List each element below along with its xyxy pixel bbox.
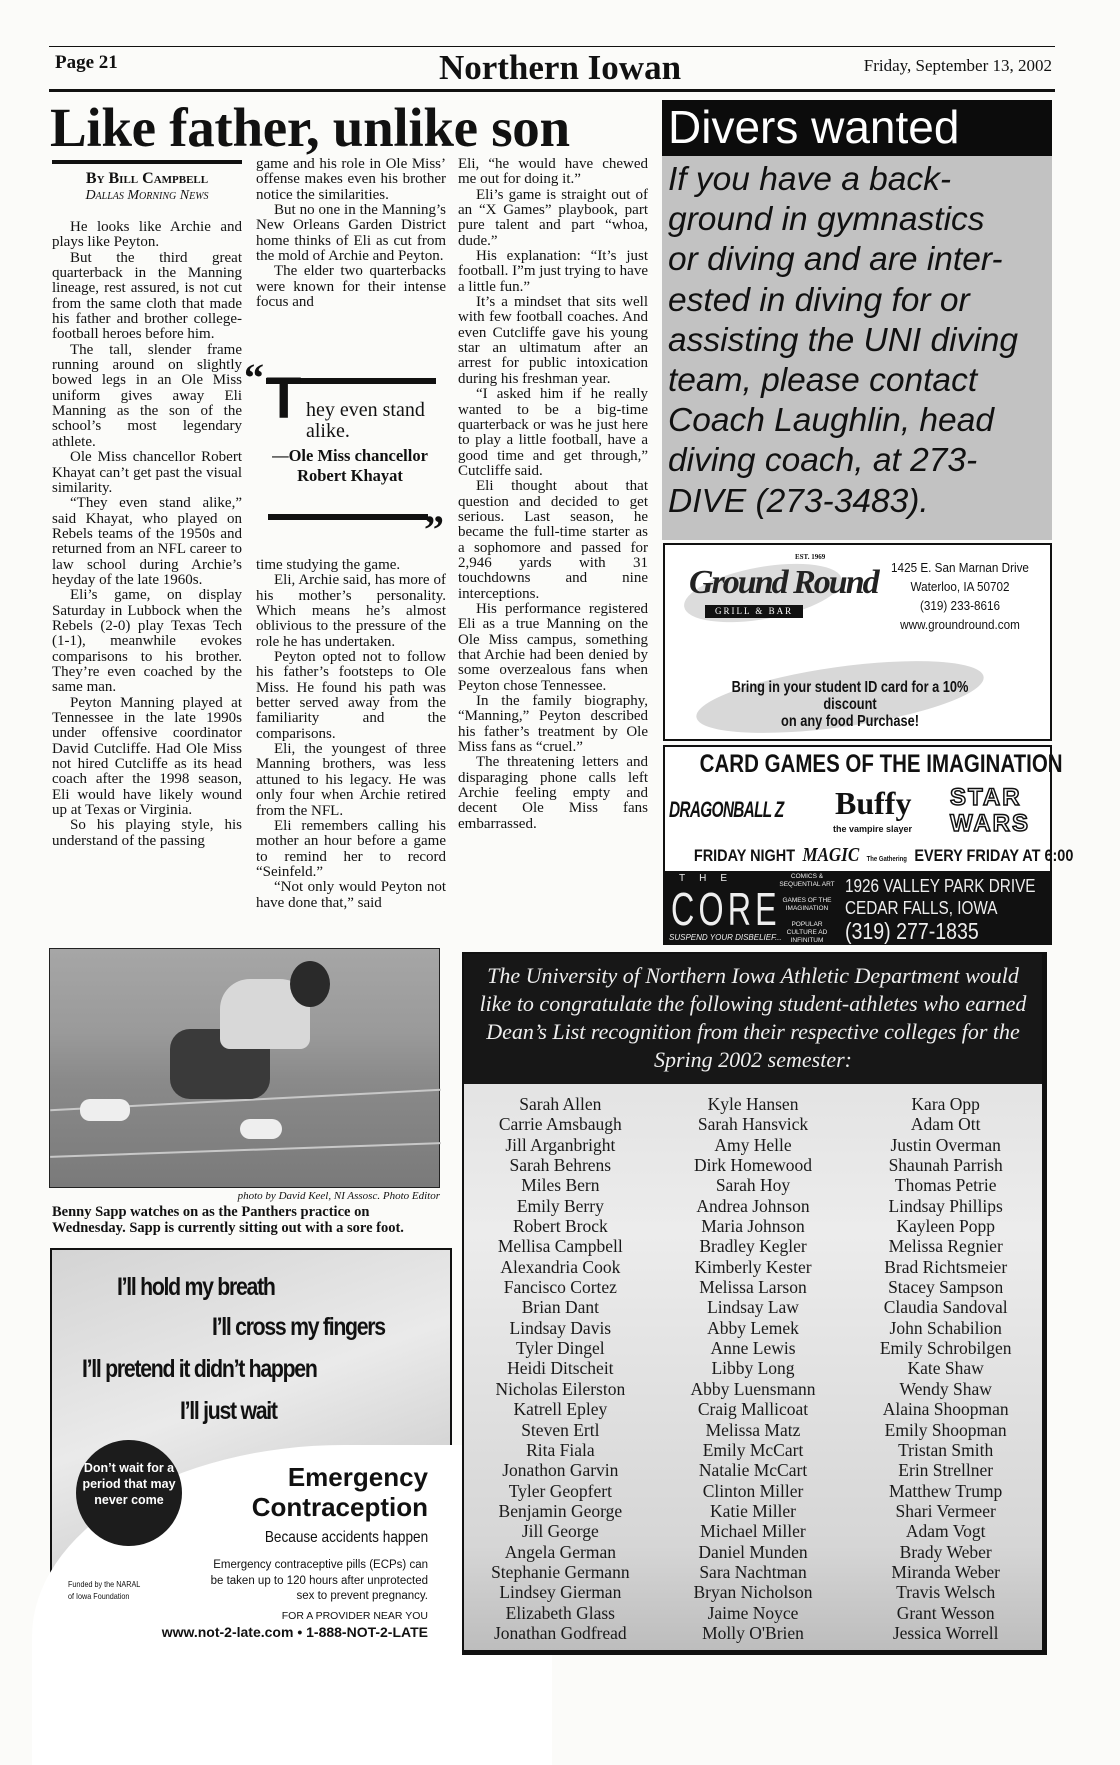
article-paragraph: The threatening letters and disparaging phone calls left Archie feeling empty and decent Ole Miss fans embarrassed. [458, 754, 648, 832]
ad-line-2: I’ll cross my fingers [212, 1313, 385, 1341]
student-name: Erin Strellner [898, 1460, 994, 1481]
service-item: COMICS & SEQUENTIAL ART [779, 873, 835, 888]
est-label: EST. 1969 [795, 553, 826, 561]
core-services [777, 873, 837, 953]
divers-ad-line: ested in diving for or [668, 281, 970, 319]
student-name: Sarah Behrens [509, 1155, 612, 1176]
student-name: Lindsay Davis [509, 1317, 612, 1338]
deans-list-column [849, 1094, 1042, 1643]
student-name: Miranda Weber [891, 1561, 1000, 1582]
player-shoe [80, 1099, 130, 1121]
article-paragraph: game and his role in Ole Miss’ offense makes even his brother notice the similarities. [256, 156, 446, 203]
drop-cap: T [266, 366, 302, 431]
student-name: Tyler Dingel [515, 1338, 605, 1359]
student-name: Amy Helle [714, 1134, 792, 1155]
field-line [50, 1142, 441, 1158]
article-paragraph: Eli, Archie said, has more of his mother’s personality. Which means he’s almost oblivious to the pressure of the role he has undertaken. [256, 572, 446, 650]
photo-credit: photo by David Keel, NI Assosc. Photo Editor [237, 1190, 440, 1202]
student-name: Stacey Sampson [888, 1277, 1004, 1298]
byline [52, 160, 242, 204]
student-name: Melissa Matz [705, 1419, 801, 1440]
student-name: Mellisa Campbell [497, 1236, 623, 1257]
student-name: Kara Opp [911, 1094, 980, 1114]
student-name: Sara Nachtman [699, 1561, 807, 1582]
deans-list-column [464, 1094, 657, 1643]
masthead-rule [49, 89, 1055, 92]
student-name: Andrea Johnson [696, 1195, 810, 1216]
ground-round-contact [884, 559, 1037, 635]
student-name: Dirk Homewood [693, 1155, 813, 1176]
student-name: Alaina Shoopman [882, 1399, 1009, 1420]
student-name: Tristan Smith [898, 1439, 994, 1460]
article-paragraph: The tall, slender frame running around on slightly bowed legs in an Ole Miss uniform gives away Eli Manning as the son of the school’s most legendary athlete. [52, 341, 242, 450]
student-name: Melissa Regnier [888, 1236, 1003, 1257]
student-name: Sarah Allen [519, 1094, 602, 1114]
student-name: Jonathon Garvin [502, 1460, 619, 1481]
student-name: Bryan Nicholson [693, 1582, 813, 1603]
student-name: Abby Luensmann [690, 1378, 816, 1399]
student-name: Clinton Miller [702, 1480, 804, 1501]
friday-night-magic [693, 843, 1074, 872]
divers-ad-line: or diving and are inter- [668, 241, 1003, 279]
student-name: Brady Weber [899, 1541, 992, 1562]
student-name: Jaime Noyce [707, 1602, 799, 1623]
buffy-subtitle: the vampire slayer [833, 824, 913, 834]
phone: (319) 233-8616 [919, 598, 1001, 613]
the-core-banner [665, 871, 1050, 945]
student-name: Katrell Epley [513, 1399, 608, 1420]
grill-bar-label: GRILL & BAR [705, 605, 803, 618]
student-name: Michael Miller [700, 1521, 806, 1542]
article-paragraph: Ole Miss chancellor Robert Khayat can’t get past the visual similarity. [52, 449, 242, 496]
student-name: Emily McCart [702, 1439, 804, 1460]
divers-ad-line: team, please contact [668, 362, 978, 400]
core-street: 1926 VALLEY PARK DRIVE [845, 876, 1036, 896]
article-headline: Like father, unlike son [50, 97, 570, 158]
ec-title-2: Contraception [251, 1492, 428, 1522]
student-name: Kate Shaw [907, 1358, 984, 1379]
dont-wait-badge: Don’t wait for a period that may never come [76, 1440, 182, 1546]
ec-subtitle: Because accidents happen [264, 1529, 428, 1546]
open-quote-mark: “ [244, 355, 264, 400]
issue-date: Friday, September 13, 2002 [863, 56, 1052, 75]
student-name: Kayleen Popp [896, 1216, 996, 1237]
top-rule [49, 46, 1055, 47]
article-paragraph: His performance registered Eli as a true Manning on the Ole Miss campus, something that Archie had been denied by some overzealous fans when Peyton chose Tennessee. [458, 600, 648, 694]
student-name: Natalie McCart [698, 1460, 808, 1481]
pull-quote [244, 355, 446, 552]
player-head [290, 961, 330, 1007]
article-column-2-bottom [256, 558, 446, 911]
student-name: Tyler Geopfert [508, 1480, 612, 1501]
student-name: Claudia Sandoval [883, 1297, 1008, 1318]
student-name: Adam Ott [910, 1114, 981, 1135]
website: www.groundround.com [900, 617, 1020, 632]
student-name: Stephanie Germann [491, 1561, 630, 1582]
ad-line-4: I’ll just wait [180, 1397, 277, 1425]
student-name: John Schabilion [889, 1317, 1002, 1338]
divers-ad-title: Divers wanted [662, 100, 1052, 156]
article-paragraph: Peyton opted not to follow his father’s footsteps to Ole Miss. He found his path was better served away from the familiarity and the comparisons. [256, 649, 446, 742]
student-name: Emily Shoopman [884, 1419, 1007, 1440]
student-name: Lindsay Law [707, 1297, 799, 1318]
student-name: Carrie Amsbaugh [498, 1114, 622, 1135]
article-paragraph: He looks like Archie and plays like Peyton. [52, 219, 242, 251]
student-name: Matthew Trump [889, 1480, 1003, 1501]
student-name: Jonathan Godfread [494, 1622, 627, 1643]
article-paragraph: “They even stand alike,” said Khayat, who played on Rebels teams of the 1950s and returned from an NFL career to law school during Archie’s heyday of the late 1960s. [52, 495, 242, 588]
student-name: Kyle Hansen [707, 1094, 799, 1114]
ec-title-1: Emergency [287, 1462, 428, 1492]
emergency-contraception-ad [50, 1248, 452, 1645]
author: By Bill Campbell [85, 170, 209, 187]
deans-list-intro: The University of Northern Iowa Athletic Department would like to congratulate the following student-athletes who earned Dean’s List recognition from their respective colleges for the Spring 2002 semester: [464, 954, 1042, 1084]
student-name: Benjamin George [498, 1500, 623, 1521]
student-name: Sarah Hoy [715, 1175, 791, 1196]
the-core-ad [663, 745, 1074, 945]
address-line-1: 1425 E. San Marnan Drive [891, 560, 1029, 575]
student-name: Katie Miller [710, 1500, 797, 1521]
student-name: Miles Bern [521, 1175, 600, 1196]
student-name: Brian Dant [521, 1297, 599, 1318]
student-name: Jill Arganbright [505, 1134, 616, 1155]
buffy-logo: Buffy [835, 785, 912, 821]
address-line-2: Waterloo, IA 50702 [910, 579, 1010, 594]
article-paragraph: The elder two quarterbacks were known for their intense focus and [256, 263, 446, 311]
article-paragraph: Eli remembers calling his mother an hour before a game to remind her to record “Seinfeld.” [256, 817, 446, 880]
card-games-title: CARD GAMES OF THE IMAGINATION [699, 750, 1063, 778]
outlet: Dallas Morning News [85, 188, 209, 203]
student-name: Maria Johnson [701, 1216, 805, 1237]
article-column-3 [458, 157, 648, 832]
article-paragraph: Eli’s game is straight out of an “X Games” playbook, part pure talent and part “whoa, dude.” [458, 186, 648, 249]
student-name: Jessica Worrell [892, 1622, 999, 1643]
football-practice-photo [49, 948, 440, 1188]
student-name: Steven Ertl [521, 1419, 600, 1440]
the-label: THE [679, 873, 741, 884]
student-name: Shari Vermeer [895, 1500, 996, 1521]
friday-night-label: FRIDAY NIGHT [693, 846, 796, 865]
article-paragraph: “I asked him if he really wanted to be a big-time quarterback or was he just here to play a little football, have a good time and get through,” Cutcliffe said. [458, 386, 648, 479]
student-name: Bradley Kegler [699, 1236, 807, 1257]
core-slogan: SUSPEND YOUR DISBELIEF... [669, 933, 782, 942]
student-name: Alexandria Cook [500, 1256, 621, 1277]
game-logos [665, 785, 1050, 839]
ec-body: Emergency contraceptive pills (ECPs) can be taken up to 120 hours after unprotected sex to prevent pregnancy. [210, 1559, 428, 1602]
student-name: Jill George [521, 1521, 599, 1542]
student-name: Abby Lemek [707, 1317, 799, 1338]
student-name: Heidi Ditscheit [507, 1358, 614, 1379]
article-paragraph: time studying the game. [256, 557, 401, 573]
divers-ad-line: ground in gymnastics [668, 201, 985, 239]
student-name: Nicholas Eilerston [495, 1378, 626, 1399]
student-name: Thomas Petrie [894, 1175, 997, 1196]
funded-by: Funded by the NARAL of Iowa Foundation [68, 1579, 141, 1601]
student-name: Elizabeth Glass [505, 1602, 615, 1623]
core-contact [845, 875, 1036, 943]
article-paragraph: But the third great quarterback in the Manning lineage, rest assured, is not cut from the same cloth that made his father and brother college-football heroes before him. [52, 249, 242, 343]
pull-quote-text: hey even stand alike. [306, 399, 425, 442]
student-name: Lindsay Phillips [888, 1195, 1003, 1216]
star-wars-logo-bottom: WARS [950, 810, 1030, 837]
divers-wanted-ad [662, 100, 1052, 540]
magic-subtitle: The Gathering [866, 856, 907, 863]
student-name: Melissa Larson [699, 1277, 807, 1298]
promo-line-1: Bring in your student ID card for a 10% discount [731, 679, 969, 713]
student-name: Lindsey Gierman [499, 1582, 622, 1603]
student-name: Angela German [504, 1541, 616, 1562]
student-name: Molly O'Brien [702, 1622, 804, 1643]
every-friday-label: EVERY FRIDAY AT 6:00 [914, 846, 1074, 865]
student-name: Anne Lewis [710, 1338, 796, 1359]
article-paragraph: It’s a mindset that sits well with few football coaches. And even Cutcliffe gave his young star an ultimatum after an arrest for public intoxication during his freshman year. [458, 294, 648, 387]
student-name: Emily Schrobilgen [879, 1338, 1012, 1359]
deans-list-column [657, 1094, 850, 1643]
provider-label: FOR A PROVIDER NEAR YOU [281, 1610, 428, 1622]
ad-line-1: I’ll hold my breath [117, 1273, 275, 1301]
student-name: Wendy Shaw [899, 1378, 992, 1399]
article-paragraph: Peyton Manning played at Tennessee in the late 1990s under offensive coordinator David Cutcliffe. Had Ole Miss not hired Cutcliffe as its head coach after the 1998 season, Eli would have likely wound up at Texas or Virginia. [52, 694, 242, 819]
article-paragraph: Eli, the youngest of three Manning brothers, was less attuned to his legacy. He was only four when Archie retired from the NFL. [256, 741, 446, 819]
ec-contact: www.not-2-late.com • 1-888-NOT-2-LATE [161, 1624, 428, 1640]
player-shoe [240, 1119, 282, 1139]
student-name: Justin Overman [890, 1134, 1001, 1155]
article-column-2-top [256, 157, 446, 310]
photo-caption: Benny Sapp watches on as the Panthers practice on Wednesday. Sapp is currently sitting out with a sore foot. [52, 1204, 404, 1236]
divers-ad-line: Coach Laughlin, head [668, 402, 994, 440]
student-name: Shaunah Parrish [888, 1155, 1003, 1176]
student-name: Fancisco Cortez [503, 1277, 617, 1298]
student-name: Kimberly Kester [694, 1256, 812, 1277]
core-logo: CORE [671, 883, 781, 935]
core-city: CEDAR FALLS, IOWA [845, 898, 998, 918]
pull-quote-attribution: —Ole Miss chancellor Robert Khayat [272, 446, 428, 485]
service-item: GAMES OF THE IMAGINATION [782, 897, 832, 912]
divers-ad-line: diving coach, at 273- [668, 442, 978, 480]
pull-quote-rule-bottom [268, 514, 428, 520]
divers-ad-line: If you have a back- [668, 161, 952, 198]
divers-ad-line: DIVE (273-3483). [668, 482, 929, 520]
newspaper-name: Northern Iowan [438, 48, 682, 87]
page-number: Page 21 [55, 52, 118, 73]
core-phone: (319) 277-1835 [845, 918, 979, 944]
dragonball-logo: DRAGONBALL Z [669, 797, 784, 822]
ad-line-3: I’ll pretend it didn’t happen [82, 1355, 317, 1383]
article-column-1 [52, 220, 242, 849]
student-name: Rita Fiala [526, 1439, 595, 1460]
deans-list-names [464, 1084, 1042, 1643]
student-name: Sarah Hansvick [697, 1114, 809, 1135]
divers-ad-line: assisting the UNI diving [668, 321, 1019, 359]
article-paragraph: So his playing style, his understand of the passing [52, 817, 242, 849]
article-paragraph: His explanation: “It’s just football. I”m just trying to have a little fun.” [458, 248, 648, 295]
student-name: Grant Wesson [896, 1602, 995, 1623]
promo-line-2: on any food Purchase! [781, 713, 919, 730]
student-name: Brad Richtsmeier [884, 1256, 1008, 1277]
close-quote-mark: ” [424, 507, 444, 552]
service-item: POPULAR CULTURE AD INFINITUM [786, 921, 828, 944]
student-name: Daniel Munden [698, 1541, 808, 1562]
student-name: Robert Brock [512, 1216, 608, 1237]
student-name: Libby Long [711, 1358, 795, 1379]
article-paragraph: Eli’s game, on display Saturday in Lubbock when the Rebels (2-0) play Texas Tech (1-1), meanwhile evokes comparisons to his brother. They’re even coached by the same man. [52, 587, 242, 696]
student-name: Emily Berry [516, 1195, 604, 1216]
discount-promo [718, 679, 982, 730]
student-name: Travis Welsch [896, 1582, 996, 1603]
student-name: Craig Mallicoat [697, 1399, 809, 1420]
article-paragraph: “Not only would Peyton not have done that,” said [256, 879, 446, 911]
student-name: Adam Vogt [905, 1521, 986, 1542]
star-wars-logo-top: STAR [950, 784, 1022, 811]
ground-round-logo: Ground Round [689, 564, 878, 601]
article-paragraph: In the family biography, “Manning,” Peyton described his father’s treatment by Ole Miss fans as “cruel.” [458, 693, 648, 756]
article-paragraph: Eli, “he would have chewed me out for doing it.” [458, 156, 648, 188]
magic-logo: MAGIC [802, 844, 860, 866]
deans-list-box [462, 952, 1047, 1655]
article-paragraph: But no one in the Manning’s New Orleans Garden District home thinks of Eli as cut from the mold of Archie and Peyton. [256, 202, 446, 265]
ground-round-ad [663, 543, 1052, 741]
divers-ad-body [662, 156, 1052, 526]
article-paragraph: Eli thought about that question and decided to get serious. Last season, he became the full-time starter as a sophomore and passed for 2,946 yards with 31 touchdowns and nine interceptions. [458, 478, 648, 602]
